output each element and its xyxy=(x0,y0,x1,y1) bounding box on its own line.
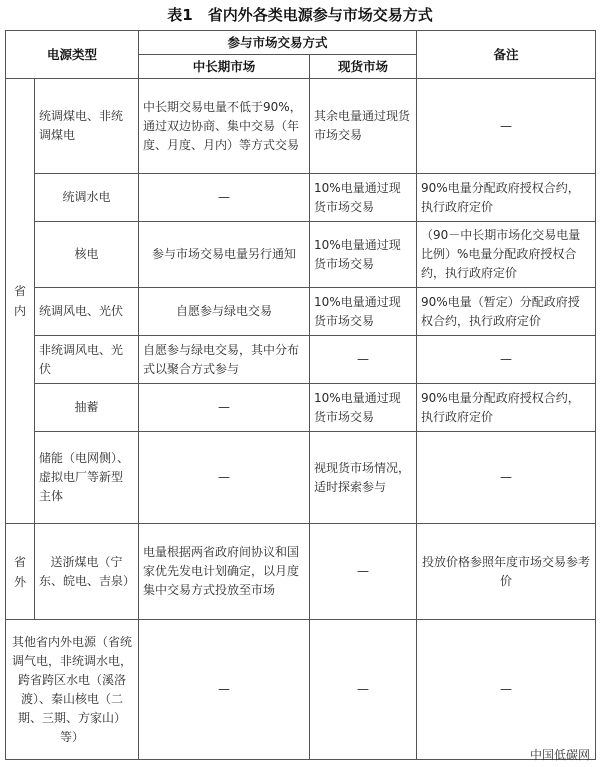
group-inside xyxy=(6,79,35,524)
table-row xyxy=(6,384,596,432)
table-row xyxy=(6,174,596,222)
cell-spot: 10%电量通过现货市场交易 xyxy=(310,384,417,432)
cell-remark: （90－中长期市场化交易电量比例）%电量分配政府授权合约，执行政府定价 xyxy=(417,222,596,288)
cell-remark: 90%电量分配政府授权合约，执行政府定价 xyxy=(417,384,596,432)
cell-long-term: 参与市场交易电量另行通知 xyxy=(139,222,310,288)
cell-long-term: — xyxy=(139,174,310,222)
header-source-type: 电源类型 xyxy=(6,31,139,79)
cell-remark: — xyxy=(417,620,596,760)
cell-remark: 投放价格参照年度市场交易参考价 xyxy=(417,524,596,620)
cell-spot: — xyxy=(310,524,417,620)
cell-spot: — xyxy=(310,620,417,760)
header-row-1 xyxy=(6,31,596,55)
cell-type: 统调煤电、非统调煤电 xyxy=(35,79,139,174)
cell-remark: 90%电量（暂定）分配政府授权合约，执行政府定价 xyxy=(417,288,596,336)
cell-remark: — xyxy=(417,79,596,174)
cell-remark: — xyxy=(417,432,596,524)
cell-spot: 视现货市场情况，适时探索参与 xyxy=(310,432,417,524)
cell-type: 抽蓄 xyxy=(35,384,139,432)
cell-long-term: 自愿参与绿电交易，其中分布式以聚合方式参与 xyxy=(139,336,310,384)
cell-long-term: 电量根据两省政府间协议和国家优先发电计划确定，以月度集中交易方式投放至市场 xyxy=(139,524,310,620)
cell-type: 送浙煤电（宁东、皖电、吉泉） xyxy=(35,524,139,620)
cell-type: 统调风电、光伏 xyxy=(35,288,139,336)
header-long-term: 中长期市场 xyxy=(139,55,310,79)
cell-type: 统调水电 xyxy=(35,174,139,222)
cell-long-term: — xyxy=(139,384,310,432)
cell-long-term: 中长期交易电量不低于90%，通过双边协商、集中交易（年度、月度、月内）等方式交易 xyxy=(139,79,310,174)
group-inside-label: 省内 xyxy=(13,284,26,318)
cell-long-term: 自愿参与绿电交易 xyxy=(139,288,310,336)
header-trading-method: 参与市场交易方式 xyxy=(139,31,417,55)
table-row xyxy=(6,336,596,384)
cell-type: 非统调风电、光伏 xyxy=(35,336,139,384)
table-row xyxy=(6,524,596,620)
table-row xyxy=(6,222,596,288)
cell-remark: 90%电量分配政府授权合约，执行政府定价 xyxy=(417,174,596,222)
cell-type: 储能（电网侧）、虚拟电厂等新型主体 xyxy=(35,432,139,524)
cell-spot: — xyxy=(310,336,417,384)
market-trading-table xyxy=(5,30,596,760)
header-spot: 现货市场 xyxy=(310,55,417,79)
group-outside-label: 省外 xyxy=(13,554,26,589)
table-row xyxy=(6,288,596,336)
cell-long-term: — xyxy=(139,620,310,760)
cell-remark: — xyxy=(417,336,596,384)
table-row xyxy=(6,79,596,174)
cell-spot: 10%电量通过现货市场交易 xyxy=(310,288,417,336)
table-row xyxy=(6,620,596,760)
table-title: 表1 省内外各类电源参与市场交易方式 xyxy=(167,6,433,24)
cell-spot: 10%电量通过现货市场交易 xyxy=(310,174,417,222)
group-outside xyxy=(6,524,35,620)
cell-spot: 10%电量通过现货市场交易 xyxy=(310,222,417,288)
cell-type: 核电 xyxy=(35,222,139,288)
cell-long-term: — xyxy=(139,432,310,524)
header-remark: 备注 xyxy=(417,31,596,79)
watermark-text: 中国低碳网 xyxy=(529,748,590,762)
table-row xyxy=(6,432,596,524)
cell-spot: 其余电量通过现货市场交易 xyxy=(310,79,417,174)
cell-type: 其他省内外电源（省统调气电，非统调水电，跨省跨区水电（溪洛渡）、秦山核电（二期、三期、方家山）等） xyxy=(6,620,139,760)
